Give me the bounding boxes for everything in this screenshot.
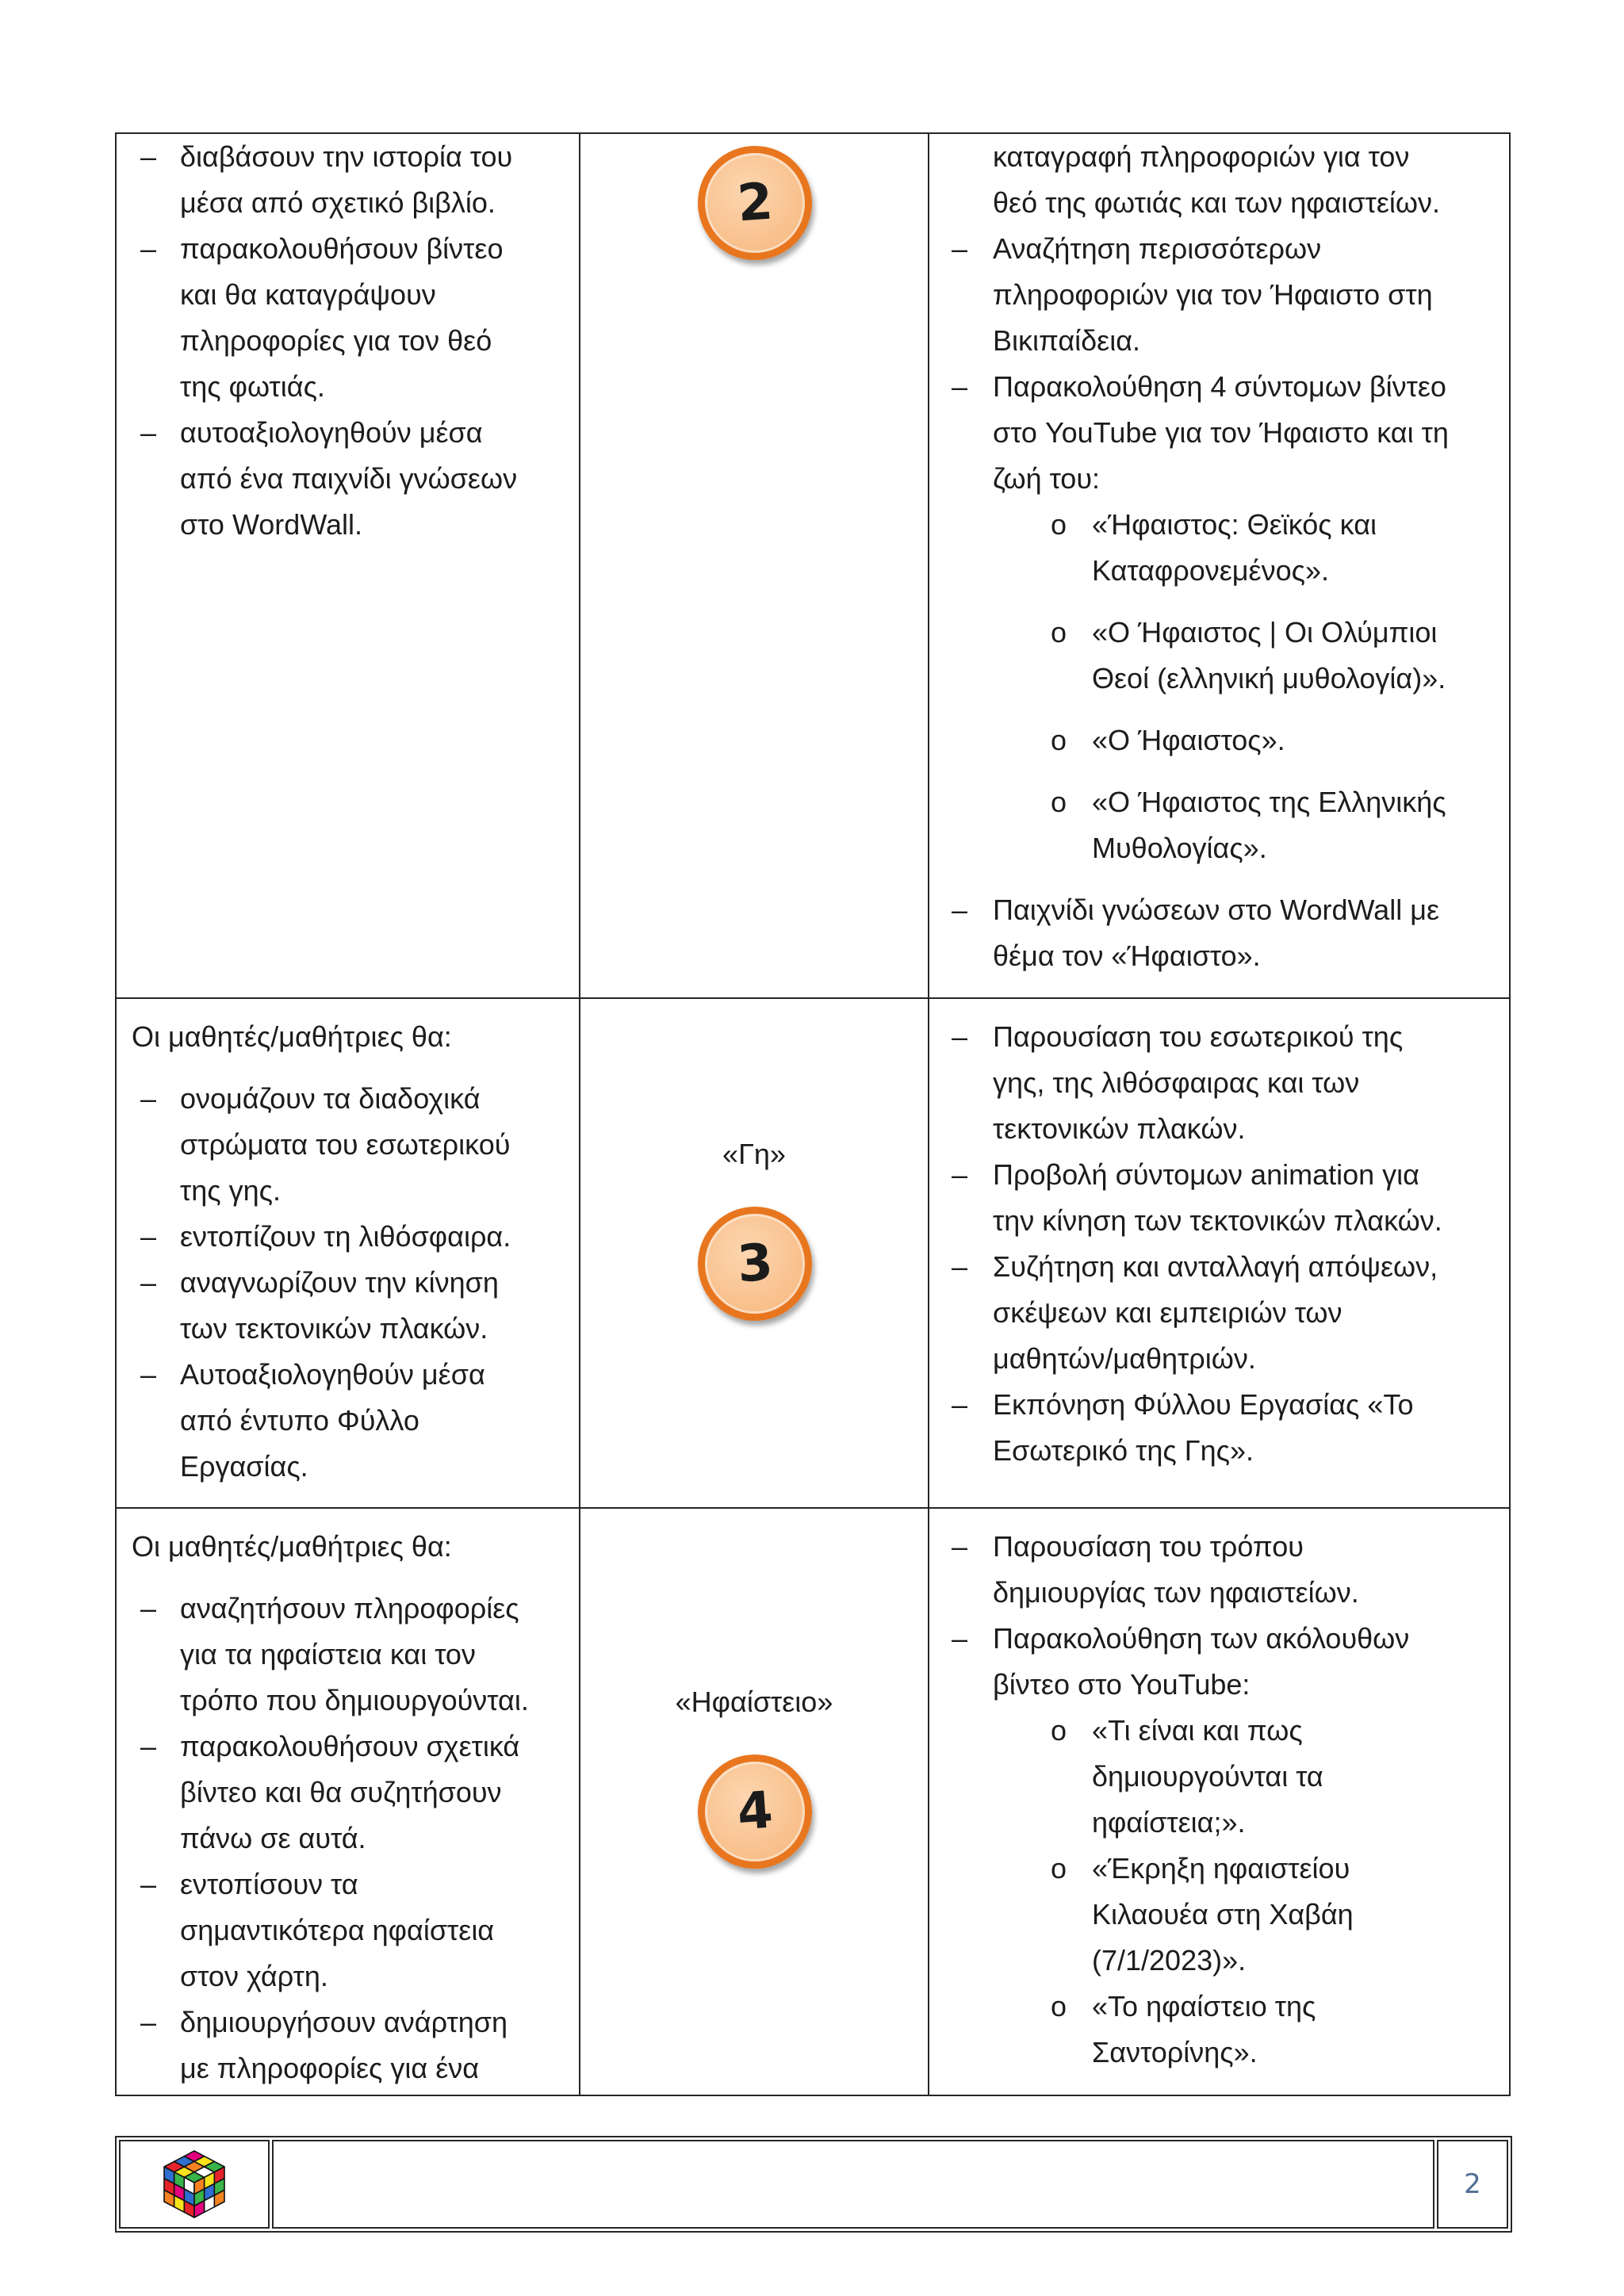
footer-page-number-cell <box>1437 2140 1508 2229</box>
bullet-dash: – <box>952 1158 968 1191</box>
bullet-text-line: Βικιπαίδεια. <box>993 324 1141 357</box>
bullet-text-line: αναζητήσουν πληροφορίες <box>180 1592 519 1624</box>
bullet-item <box>117 1862 579 1999</box>
bullet-item <box>117 1724 579 1862</box>
session-title: «Ηφαίστειο» <box>675 1686 833 1718</box>
video-title-line: Θεοί (ελληνική μυθολογία)». <box>1092 662 1446 695</box>
sub-bullet-marker: o <box>1051 508 1067 541</box>
continued-text <box>929 134 1509 226</box>
bullet-text-line: Αυτοαξιολογηθούν μέσα <box>180 1358 485 1391</box>
bullet-text-line: τεκτονικών πλακών. <box>993 1112 1246 1145</box>
bullet-text-line: Συζήτηση και ανταλλαγή απόψεων, <box>993 1250 1438 1283</box>
sub-bullet-marker: o <box>1051 616 1067 649</box>
session-number: 2 <box>735 172 775 234</box>
lesson-plan-table <box>115 132 1511 2096</box>
bullet-dash: – <box>952 1020 968 1053</box>
bullet-dash: – <box>140 1266 157 1299</box>
rubiks-cube-icon <box>158 2148 231 2221</box>
bullet-text-line: με πληροφορίες για ένα <box>180 2052 480 2084</box>
bullet-text-line: βίντεο και θα συζητήσουν <box>180 1776 502 1808</box>
bullet-text-line: για τα ηφαίστεια και τον <box>180 1638 476 1670</box>
bullet-item <box>117 1214 579 1260</box>
bullet-text-line: πάνω σε αυτά. <box>180 1822 366 1854</box>
video-title-line: (7/1/2023)». <box>1092 1944 1247 1976</box>
bullet-item <box>117 1352 579 1490</box>
sub-bullet-item <box>929 502 1509 594</box>
page-number: 2 <box>1464 2168 1481 2200</box>
bullet-dash: – <box>140 1220 157 1253</box>
bullet-text-line: καταγραφή πληροφοριών για τον <box>993 140 1410 173</box>
video-title-line: «Ο Ήφαιστος». <box>1092 724 1285 756</box>
video-title-line: Καταφρονεμένος». <box>1092 554 1329 587</box>
bullet-text-line: παρακολουθήσουν σχετικά <box>180 1730 520 1762</box>
bullet-text-line: στον χάρτη. <box>180 1960 328 1992</box>
bullet-dash: – <box>140 1868 157 1900</box>
bullet-text-line: στο WordWall. <box>180 508 362 541</box>
sub-bullet-item <box>929 1846 1509 1984</box>
bullet-text-line: μαθητών/μαθητριών. <box>993 1342 1256 1375</box>
video-title-line: ηφαίστεια;». <box>1092 1806 1246 1839</box>
bullet-text-line: Αναζήτηση περισσότερων <box>993 232 1322 265</box>
video-title-line: «Το ηφαίστειο της <box>1092 1990 1316 2022</box>
bullet-dash: – <box>140 2006 157 2038</box>
bullet-text-line: από ένα παιχνίδι γνώσεων <box>180 462 518 495</box>
session-number-badge <box>698 1755 812 1869</box>
bullet-text-line: Παρουσίαση του εσωτερικού της <box>993 1020 1404 1053</box>
bullet-text-line: Εκπόνηση Φύλλου Εργασίας «Το <box>993 1388 1414 1421</box>
bullet-text-line: από έντυπο Φύλλο <box>180 1404 419 1437</box>
bullet-text-line: αυτοαξιολογηθούν μέσα <box>180 416 483 449</box>
video-title-line: Κιλαουέα στη Χαβάη <box>1092 1898 1354 1931</box>
bullet-text-line: παρακολουθήσουν βίντεο <box>180 232 504 265</box>
bullet-dash: – <box>140 416 157 449</box>
objectives-cell <box>117 134 580 999</box>
bullet-text-line: εντοπίσουν τα <box>180 1868 358 1900</box>
bullet-dash: – <box>140 1358 157 1391</box>
bullet-item <box>117 1260 579 1352</box>
session-title: «Γη» <box>722 1138 786 1170</box>
bullet-text-line: Παιχνίδι γνώσεων στο WordWall με <box>993 894 1439 926</box>
bullet-dash: – <box>952 1388 968 1421</box>
bullet-item <box>929 1014 1509 1152</box>
bullet-item <box>929 1244 1509 1382</box>
bullet-text-line: αναγνωρίζουν την κίνηση <box>180 1266 499 1299</box>
bullet-dash: – <box>140 1730 157 1762</box>
bullet-text-line: πληροφορίες για τον θεό <box>180 324 492 357</box>
bullet-item <box>117 134 579 226</box>
sub-bullet-marker: o <box>1051 1852 1067 1885</box>
bullet-item <box>117 1586 579 1724</box>
objectives-intro: Οι μαθητές/μαθήτριες θα: <box>132 1020 452 1053</box>
bullet-text-line: θεό της φωτιάς και των ηφαιστείων. <box>993 186 1440 219</box>
video-title-line: Μυθολογίας». <box>1092 832 1267 864</box>
activities-cell <box>929 1509 1509 2095</box>
bullet-dash: – <box>952 894 968 926</box>
session-cell <box>580 999 929 1509</box>
bullet-item <box>929 1382 1509 1474</box>
bullet-text-line: σκέψεων και εμπειριών των <box>993 1296 1342 1329</box>
session-number: 3 <box>735 1233 775 1295</box>
bullet-text-line: Παρακολούθηση 4 σύντομων βίντεο <box>993 370 1446 403</box>
bullet-text-line: στο YouTube για τον Ήφαιστο και τη <box>993 416 1449 449</box>
video-title-line: «Έκρηξη ηφαιστείου <box>1092 1852 1350 1885</box>
objectives-cell <box>117 1509 580 2095</box>
bullet-text-line: των τεκτονικών πλακών. <box>180 1312 488 1345</box>
bullet-dash: – <box>952 232 968 265</box>
session-number: 4 <box>735 1781 775 1843</box>
bullet-dash: – <box>140 1592 157 1624</box>
bullet-text-line: μέσα από σχετικό βιβλίο. <box>180 186 496 219</box>
bullet-item <box>117 1076 579 1214</box>
bullet-dash: – <box>140 232 157 265</box>
bullet-item <box>929 1616 1509 1708</box>
bullet-text-line: ονομάζουν τα διαδοχικά <box>180 1082 481 1115</box>
session-cell <box>580 134 929 999</box>
sub-bullet-item <box>929 610 1509 702</box>
bullet-item <box>929 887 1509 979</box>
video-title-line: «Ο Ήφαιστος | Οι Ολύμπιοι <box>1092 616 1438 649</box>
session-number-badge <box>698 146 812 260</box>
sub-bullet-item <box>929 1708 1509 1846</box>
bullet-text-line: Παρακολούθηση των ακόλουθων <box>993 1622 1410 1655</box>
session-cell <box>580 1509 929 2095</box>
bullet-text-line: και θα καταγράψουν <box>180 278 436 311</box>
activities-cell <box>929 134 1509 999</box>
bullet-text-line: εντοπίζουν τη λιθόσφαιρα. <box>180 1220 511 1253</box>
sub-bullet-marker: o <box>1051 786 1067 818</box>
session-number-badge <box>698 1207 812 1321</box>
footer-logo-cell <box>119 2140 270 2229</box>
bullet-dash: – <box>952 1530 968 1563</box>
video-title-line: «Ο Ήφαιστος της Ελληνικής <box>1092 786 1446 818</box>
bullet-item <box>117 410 579 548</box>
objectives-intro: Οι μαθητές/μαθήτριες θα: <box>132 1530 452 1563</box>
video-title-line: «Ήφαιστος: Θεϊκός και <box>1092 508 1377 541</box>
bullet-text-line: θέμα τον «Ήφαιστο». <box>993 939 1261 972</box>
bullet-dash: – <box>140 1082 157 1115</box>
bullet-text-line: της φωτιάς. <box>180 370 325 403</box>
bullet-text-line: Προβολή σύντομων animation για <box>993 1158 1419 1191</box>
bullet-text-line: διαβάσουν την ιστορία του <box>180 140 513 173</box>
bullet-text-line: πληροφοριών για τον Ήφαιστο στη <box>993 278 1433 311</box>
video-title-line: Σαντορίνης». <box>1092 2036 1258 2068</box>
bullet-text-line: δημιουργίας των ηφαιστείων. <box>993 1576 1359 1609</box>
bullet-dash: – <box>952 370 968 403</box>
footer-middle-cell <box>272 2140 1434 2229</box>
bullet-item <box>929 1524 1509 1616</box>
bullet-dash: – <box>952 1622 968 1655</box>
bullet-text-line: Παρουσίαση του τρόπου <box>993 1530 1304 1563</box>
bullet-item <box>117 1999 579 2091</box>
bullet-item <box>117 226 579 410</box>
sub-bullet-item <box>929 779 1509 871</box>
bullet-text-line: σημαντικότερα ηφαίστεια <box>180 1914 495 1946</box>
sub-bullet-item <box>929 1984 1509 2076</box>
bullet-text-line: τρόπο που δημιουργούνται. <box>180 1684 529 1716</box>
bullet-text-line: στρώματα του εσωτερικού <box>180 1128 511 1161</box>
bullet-dash: – <box>140 140 157 173</box>
bullet-text-line: της γης. <box>180 1174 281 1207</box>
bullet-item <box>929 1152 1509 1244</box>
bullet-text-line: ζωή του: <box>993 462 1101 495</box>
activities-cell <box>929 999 1509 1509</box>
sub-bullet-marker: o <box>1051 724 1067 756</box>
bullet-text-line: γης, της λιθόσφαιρας και των <box>993 1066 1360 1099</box>
bullet-dash: – <box>952 1250 968 1283</box>
page-footer <box>115 2136 1512 2233</box>
video-title-line: «Τι είναι και πως <box>1092 1714 1303 1747</box>
bullet-item <box>929 226 1509 364</box>
sub-bullet-marker: o <box>1051 1990 1067 2022</box>
objectives-cell <box>117 999 580 1509</box>
sub-bullet-marker: o <box>1051 1714 1067 1747</box>
sub-bullet-item <box>929 718 1509 763</box>
video-title-line: δημιουργούνται τα <box>1092 1760 1323 1793</box>
bullet-text-line: Εσωτερικό της Γης». <box>993 1434 1254 1467</box>
bullet-item <box>929 364 1509 502</box>
bullet-text-line: την κίνηση των τεκτονικών πλακών. <box>993 1204 1442 1237</box>
bullet-text-line: Εργασίας. <box>180 1450 308 1483</box>
bullet-text-line: βίντεο στο YouTube: <box>993 1668 1251 1701</box>
bullet-text-line: δημιουργήσουν ανάρτηση <box>180 2006 508 2038</box>
